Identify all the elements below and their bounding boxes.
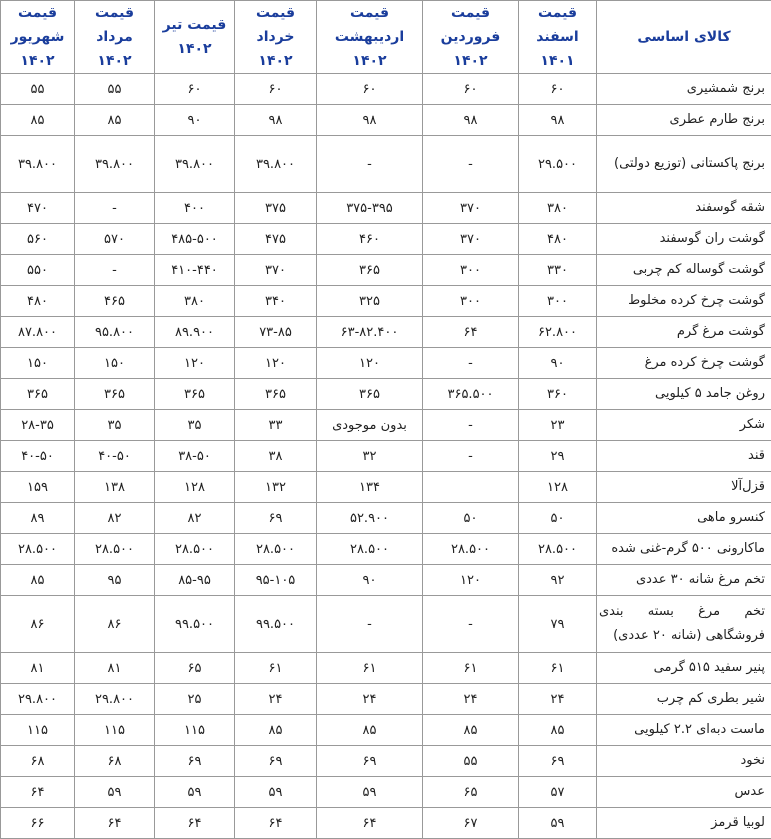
table-row (1, 224, 771, 255)
price-cell: ۹۹.۵۰۰ (155, 596, 235, 653)
price-cell: ۲۳ (519, 410, 597, 441)
price-cell: ۸۵ (423, 715, 519, 746)
price-cell: ۶۱ (235, 653, 317, 684)
price-cell: ۶۴ (317, 808, 423, 839)
price-cell: ۸۵ (75, 105, 155, 136)
price-cell: ۸۵ (519, 715, 597, 746)
price-cell: ۴۶۰ (317, 224, 423, 255)
price-cell: ۲۹.۵۰۰ (519, 136, 597, 193)
price-cell: ۵۹ (519, 808, 597, 839)
price-cell: ۳۹.۸۰۰ (235, 136, 317, 193)
table-row (1, 653, 771, 684)
price-cell: ۱۱۵ (75, 715, 155, 746)
item-name: عدس (597, 777, 771, 808)
price-cell: ۶۱ (317, 653, 423, 684)
price-cell: ۶۵ (155, 653, 235, 684)
price-cell: ۳۵ (75, 410, 155, 441)
price-cell: ۳۹.۸۰۰ (1, 136, 75, 193)
price-cell: ۹۵-۱۰۵ (235, 565, 317, 596)
price-cell: ۸۲ (155, 503, 235, 534)
price-cell: ۶۴ (1, 777, 75, 808)
header-item: کالای اساسی (597, 1, 771, 74)
price-cell: ۳۶۵ (75, 379, 155, 410)
price-cell: ۲۸.۵۰۰ (155, 534, 235, 565)
price-cell: ۹۵ (75, 565, 155, 596)
price-cell: ۳۰۰ (423, 255, 519, 286)
price-cell: ۶۱ (519, 653, 597, 684)
price-cell: ۳۹.۸۰۰ (75, 136, 155, 193)
price-cell: ۵۷۰ (75, 224, 155, 255)
price-cell: ۵۹ (317, 777, 423, 808)
price-cell: ۱۳۸ (75, 472, 155, 503)
price-cell: ۳۳۰ (519, 255, 597, 286)
price-cell: ۸۵ (1, 105, 75, 136)
price-cell: ۳۵ (155, 410, 235, 441)
price-cell: ۵۵ (423, 746, 519, 777)
item-name: گوشت چرخ کرده مرغ (597, 348, 771, 379)
price-cell: ۳۲۵ (317, 286, 423, 317)
price-cell: ۸۵ (1, 565, 75, 596)
price-cell: ۶۸ (75, 746, 155, 777)
price-cell: - (423, 410, 519, 441)
table-row (1, 715, 771, 746)
price-cell: ۱۳۴ (317, 472, 423, 503)
price-cell: ۶۴ (235, 808, 317, 839)
price-cell: - (75, 255, 155, 286)
price-cell: ۹۵.۸۰۰ (75, 317, 155, 348)
price-cell: ۹۰ (519, 348, 597, 379)
table-row (1, 379, 771, 410)
price-cell: ۶۰ (317, 74, 423, 105)
price-cell: ۳۲ (317, 441, 423, 472)
table-row (1, 441, 771, 472)
price-cell: ۴۸۰ (1, 286, 75, 317)
price-cell: ۱۲۸ (519, 472, 597, 503)
price-cell: ۳۸-۵۰ (155, 441, 235, 472)
price-cell: ۲۴ (317, 684, 423, 715)
price-cell: ۹۲ (519, 565, 597, 596)
price-cell: ۱۵۰ (75, 348, 155, 379)
price-cell: ۴۸۵-۵۰۰ (155, 224, 235, 255)
price-cell: ۲۹ (519, 441, 597, 472)
price-cell: ۶۰ (235, 74, 317, 105)
price-cell: ۶۶ (1, 808, 75, 839)
price-cell: ۳۸۰ (519, 193, 597, 224)
price-cell: ۲۸.۵۰۰ (519, 534, 597, 565)
price-cell: ۴۰-۵۰ (75, 441, 155, 472)
price-cell: ۱۲۰ (155, 348, 235, 379)
price-cell: - (423, 136, 519, 193)
table-row (1, 472, 771, 503)
item-name: شقه گوسفند (597, 193, 771, 224)
price-cell: ۶۱ (423, 653, 519, 684)
item-name: شکر (597, 410, 771, 441)
price-cell: ۱۲۰ (235, 348, 317, 379)
price-cell: - (423, 441, 519, 472)
price-cell: ۳۳ (235, 410, 317, 441)
price-cell: ۳۴۰ (235, 286, 317, 317)
price-cell: ۴۸۰ (519, 224, 597, 255)
price-cell: ۱۱۵ (155, 715, 235, 746)
price-cell: ۳۶۰ (519, 379, 597, 410)
item-name: قزل‌آلا (597, 472, 771, 503)
price-cell: ۵۹ (75, 777, 155, 808)
price-cell: ۷۹ (519, 596, 597, 653)
price-cell: ۳۰۰ (423, 286, 519, 317)
item-name: برنج پاکستانی (توزیع دولتی) (597, 136, 771, 193)
table-row (1, 317, 771, 348)
price-cell: ۶۴ (423, 317, 519, 348)
table-row (1, 286, 771, 317)
header-ordibehesht-1402: قیمت اردیبهشت ۱۴۰۲ (317, 1, 423, 74)
price-cell: ۶۳-۸۲.۴۰۰ (317, 317, 423, 348)
price-cell: ۵۹ (155, 777, 235, 808)
price-cell: ۱۵۹ (1, 472, 75, 503)
item-name: کنسرو ماهی (597, 503, 771, 534)
table-row (1, 136, 771, 193)
price-cell: ۳۶۵ (317, 379, 423, 410)
price-cell: ۹۸ (235, 105, 317, 136)
price-cell: ۴۰۰ (155, 193, 235, 224)
price-cell: - (75, 193, 155, 224)
price-cell: ۷۳-۸۵ (235, 317, 317, 348)
table-row (1, 410, 771, 441)
price-cell: ۶۴ (155, 808, 235, 839)
price-cell: ۳۶۵.۵۰۰ (423, 379, 519, 410)
price-cell: ۸۵-۹۵ (155, 565, 235, 596)
price-cell: ۳۸ (235, 441, 317, 472)
price-cell: ۱۵۰ (1, 348, 75, 379)
price-cell: ۸۶ (75, 596, 155, 653)
price-cell: ۶۰ (519, 74, 597, 105)
item-name: شیر بطری کم چرب (597, 684, 771, 715)
item-name: نخود (597, 746, 771, 777)
price-cell: ۶۰ (155, 74, 235, 105)
table-row (1, 105, 771, 136)
price-cell: ۱۳۲ (235, 472, 317, 503)
header-mordad-1402: قیمت مرداد ۱۴۰۲ (75, 1, 155, 74)
price-cell: ۶۹ (235, 503, 317, 534)
price-cell: ۳۹.۸۰۰ (155, 136, 235, 193)
price-cell: ۹۸ (519, 105, 597, 136)
price-cell: ۲۴ (519, 684, 597, 715)
price-cell: ۵۹ (235, 777, 317, 808)
price-cell: ۲۹.۸۰۰ (1, 684, 75, 715)
price-cell: ۴۰-۵۰ (1, 441, 75, 472)
item-name: پنیر سفید ۵۱۵ گرمی (597, 653, 771, 684)
price-cell: ۴۱۰-۴۴۰ (155, 255, 235, 286)
price-cell: ۳۰۰ (519, 286, 597, 317)
price-cell: ۳۷۰ (235, 255, 317, 286)
price-cell: ۹۸ (317, 105, 423, 136)
table-row (1, 255, 771, 286)
price-cell: ۲۴ (423, 684, 519, 715)
table-row (1, 746, 771, 777)
table-row (1, 503, 771, 534)
header-shahrivar-1402: قیمت شهریور ۱۴۰۲ (1, 1, 75, 74)
item-name: گوشت گوساله کم چربی (597, 255, 771, 286)
price-cell: ۱۲۰ (317, 348, 423, 379)
price-cell: ۴۷۰ (1, 193, 75, 224)
price-cell: ۳۷۰ (423, 193, 519, 224)
price-cell: ۶۹ (235, 746, 317, 777)
item-name: تخم مرغ بسته بندی فروشگاهی (شانه ۲۰ عددی) (597, 596, 771, 653)
item-name: گوشت ران گوسفند (597, 224, 771, 255)
item-name: گوشت چرخ کرده مخلوط (597, 286, 771, 317)
price-cell: ۹۹.۵۰۰ (235, 596, 317, 653)
price-cell: ۳۶۵ (235, 379, 317, 410)
price-cell: ۸۹ (1, 503, 75, 534)
price-cell: ۸۵ (235, 715, 317, 746)
price-cell: ۶۴ (75, 808, 155, 839)
item-name: لوبیا قرمز (597, 808, 771, 839)
price-cell: ۱۲۸ (155, 472, 235, 503)
price-cell: ۵۰ (423, 503, 519, 534)
price-cell: ۳۶۵ (1, 379, 75, 410)
table-row (1, 777, 771, 808)
price-cell: ۲۹.۸۰۰ (75, 684, 155, 715)
item-name: قند (597, 441, 771, 472)
price-cell: ۸۹.۹۰۰ (155, 317, 235, 348)
price-cell: ۵۵ (1, 74, 75, 105)
price-cell: بدون موجودی (317, 410, 423, 441)
price-cell: ۵۷ (519, 777, 597, 808)
price-cell: ۳۶۵ (155, 379, 235, 410)
price-cell: ۶۸ (1, 746, 75, 777)
price-cell: ۳۷۰ (423, 224, 519, 255)
price-cell: ۶۰ (423, 74, 519, 105)
price-cell: ۱۲۰ (423, 565, 519, 596)
price-cell: ۶۹ (519, 746, 597, 777)
price-cell: ۸۵ (317, 715, 423, 746)
price-cell: ۸۱ (75, 653, 155, 684)
price-cell: ۶۷ (423, 808, 519, 839)
price-cell: ۲۵ (155, 684, 235, 715)
price-cell: ۵۵ (75, 74, 155, 105)
table-row (1, 684, 771, 715)
price-cell: ۵۵۰ (1, 255, 75, 286)
item-name: برنج طارم عطری (597, 105, 771, 136)
price-cell: ۲۸.۵۰۰ (423, 534, 519, 565)
header-khordad-1402: قیمت خرداد ۱۴۰۲ (235, 1, 317, 74)
price-cell: ۶۵ (423, 777, 519, 808)
table-row (1, 808, 771, 839)
price-cell: ۳۷۵ (235, 193, 317, 224)
price-cell: ۳۶۵ (317, 255, 423, 286)
price-cell: ۲۸.۵۰۰ (1, 534, 75, 565)
price-cell: ۱۱۵ (1, 715, 75, 746)
price-cell: ۴۷۵ (235, 224, 317, 255)
item-name: تخم مرغ شانه ۳۰ عددی (597, 565, 771, 596)
price-cell: - (317, 136, 423, 193)
table-row (1, 534, 771, 565)
price-cell: ۶۹ (155, 746, 235, 777)
price-cell: ۲۸-۳۵ (1, 410, 75, 441)
price-cell: ۸۲ (75, 503, 155, 534)
price-cell: - (423, 348, 519, 379)
item-name: گوشت مرغ گرم (597, 317, 771, 348)
table-row (1, 348, 771, 379)
price-cell: ۸۱ (1, 653, 75, 684)
price-cell: ۳۸۰ (155, 286, 235, 317)
price-cell: ۵۰ (519, 503, 597, 534)
price-cell: ۲۸.۵۰۰ (317, 534, 423, 565)
price-cell: ۳۷۵-۳۹۵ (317, 193, 423, 224)
item-name: ماکارونی ۵۰۰ گرم-غنی شده (597, 534, 771, 565)
price-cell: ۸۶ (1, 596, 75, 653)
price-cell (423, 472, 519, 503)
table-row (1, 565, 771, 596)
price-cell: ۴۶۵ (75, 286, 155, 317)
item-name: ماست دبه‌ای ۲.۲ کیلویی (597, 715, 771, 746)
price-cell: - (423, 596, 519, 653)
price-cell: ۲۴ (235, 684, 317, 715)
item-name: روغن جامد ۵ کیلویی (597, 379, 771, 410)
price-cell: ۵۶۰ (1, 224, 75, 255)
price-cell: ۹۰ (317, 565, 423, 596)
price-cell: ۸۷.۸۰۰ (1, 317, 75, 348)
table-row (1, 596, 771, 653)
header-tir-1402: قیمت تیر ۱۴۰۲ (155, 1, 235, 74)
header-row (1, 1, 771, 74)
price-cell: ۲۸.۵۰۰ (235, 534, 317, 565)
table-row (1, 74, 771, 105)
price-cell: ۶۹ (317, 746, 423, 777)
price-cell: ۹۰ (155, 105, 235, 136)
price-cell: - (317, 596, 423, 653)
table-row (1, 193, 771, 224)
price-cell: ۲۸.۵۰۰ (75, 534, 155, 565)
price-cell: ۹۸ (423, 105, 519, 136)
header-esfand-1401: قیمت اسفند ۱۴۰۱ (519, 1, 597, 74)
header-farvardin-1402: قیمت فروردین ۱۴۰۲ (423, 1, 519, 74)
price-cell: ۵۲.۹۰۰ (317, 503, 423, 534)
price-cell: ۶۲.۸۰۰ (519, 317, 597, 348)
item-name: برنج شمشیری (597, 74, 771, 105)
